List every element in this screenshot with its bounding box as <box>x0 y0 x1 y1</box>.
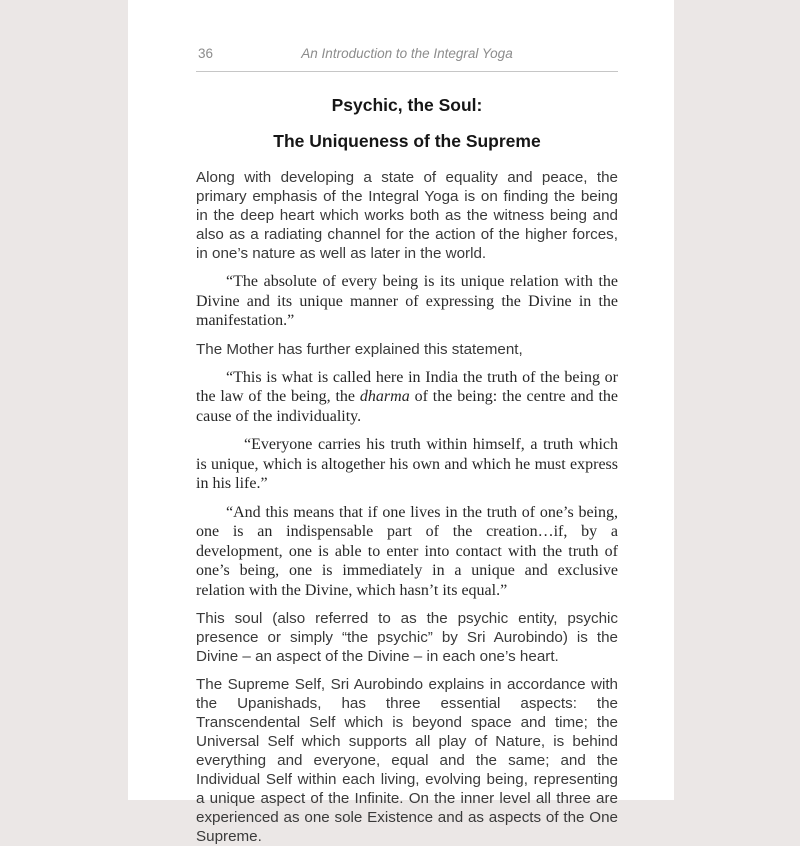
quote-dharma-before: “This is what is called here in India the truth of the being or the law of the being, the <box>196 368 618 405</box>
running-title: An Introduction to the Integral Yoga <box>301 46 513 61</box>
chapter-title-line2: The Uniqueness of the Supreme <box>273 131 541 151</box>
page-content <box>128 0 674 846</box>
paragraph-supreme-self: The Supreme Self, Sri Aurobindo explains in accordance with the Upanishads, has three essential aspects: the Transcendental Self which is beyond space and time; the Universal Self which supports all play of Nature, is behind everything and everyone, equal and the same; and the Individual Self within each living, evolving being, representing a unique aspect of the Infinite. On the inner level all three are experienced as one sole Existence and as aspects of the One Supreme. <box>196 676 618 845</box>
page-header <box>196 46 618 72</box>
quote-paragraph-and-this-means: “And this means that if one lives in the truth of one’s being, one is an indispensable part of the creation…if, by a development, one is able to enter into contact with the truth of one’s being, one is immediately in a unique and exclusive relation with the Divine, which hasn’t its equal.” <box>196 503 618 599</box>
quote-paragraph-everyone: “Everyone carries his truth within himself, a truth which is unique, which is altogether his own and which he must express in his life.” <box>196 436 618 492</box>
book-page <box>128 0 674 845</box>
quote-paragraph-dharma <box>196 368 618 427</box>
paragraph-mother-statement: The Mother has further explained this statement, <box>196 340 523 358</box>
page-number: 36 <box>198 46 214 61</box>
quote-paragraph-absolute: “The absolute of every being is its unique relation with the Divine and its unique manner of expressing the Divine in the manifestation.” <box>196 273 618 329</box>
quote-dharma-after: of the being: the centre and the cause of the individuality. <box>196 388 618 425</box>
dharma-italic: dharma <box>359 388 410 405</box>
paragraph-this-soul: This soul (also referred to as the psychic entity, psychic presence or simply “the psychic” by Sri Aurobindo) is the Divine – an aspect of the Divine – in each one’s heart. <box>196 610 618 665</box>
chapter-title-line1: Psychic, the Soul: <box>331 95 483 115</box>
paragraph-intro: Along with developing a state of equality and peace, the primary emphasis of the Integral Yoga is on finding the being in the deep heart which works both as the witness being and also as a radiating channel for the action of the higher forces, in one’s nature as well as later in the world. <box>196 169 618 262</box>
